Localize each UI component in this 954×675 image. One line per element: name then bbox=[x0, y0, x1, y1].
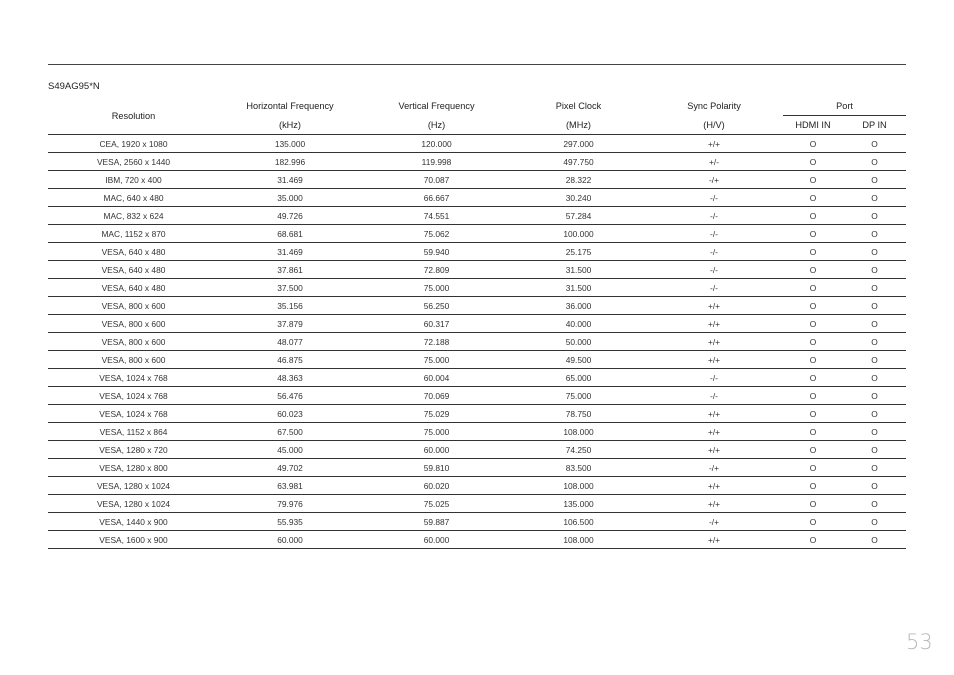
cell-vfreq: 75.000 bbox=[423, 426, 450, 437]
cell-hdmi: O bbox=[809, 462, 817, 473]
header-hdmi: HDMI IN bbox=[795, 120, 831, 130]
header-vfreq: Vertical Frequency bbox=[398, 101, 475, 112]
cell-vfreq: 75.000 bbox=[423, 354, 450, 365]
cell-sync: +/+ bbox=[707, 138, 721, 149]
cell-hdmi: O bbox=[809, 138, 817, 149]
cell-vfreq: 72.188 bbox=[423, 336, 450, 347]
cell-hdmi: O bbox=[809, 228, 817, 239]
cell-resolution: VESA, 640 x 480 bbox=[101, 264, 166, 275]
cell-resolution: VESA, 800 x 600 bbox=[101, 300, 166, 311]
table-row bbox=[48, 243, 906, 261]
cell-pclock: 108.000 bbox=[563, 534, 594, 545]
cell-dp: O bbox=[871, 498, 878, 509]
cell-pclock: 49.500 bbox=[565, 354, 592, 365]
cell-pclock: 497.750 bbox=[563, 156, 594, 167]
table-row bbox=[48, 405, 906, 423]
cell-dp: O bbox=[871, 210, 878, 221]
cell-dp: O bbox=[871, 264, 878, 275]
cell-sync: -/+ bbox=[708, 174, 719, 185]
cell-hfreq: 46.875 bbox=[277, 354, 303, 365]
cell-sync: -/- bbox=[710, 264, 718, 275]
cell-dp: O bbox=[871, 282, 878, 293]
cell-hfreq: 135.000 bbox=[274, 138, 306, 149]
cell-dp: O bbox=[871, 372, 878, 383]
cell-resolution: VESA, 1280 x 800 bbox=[99, 462, 168, 473]
cell-hdmi: O bbox=[809, 192, 817, 203]
cell-hfreq: 67.500 bbox=[277, 426, 303, 437]
cell-vfreq: 60.020 bbox=[423, 480, 450, 491]
cell-hdmi: O bbox=[809, 282, 817, 293]
cell-hfreq: 45.000 bbox=[277, 444, 303, 455]
cell-hdmi: O bbox=[809, 498, 817, 509]
cell-dp: O bbox=[871, 246, 878, 257]
header-resolution: Resolution bbox=[111, 110, 156, 121]
cell-vfreq: 60.317 bbox=[423, 318, 450, 329]
table-row bbox=[48, 477, 906, 495]
header-pclock: Pixel Clock bbox=[555, 101, 602, 112]
header-sync-unit: (H/V) bbox=[703, 119, 725, 130]
cell-hdmi: O bbox=[809, 300, 817, 311]
cell-hfreq: 48.077 bbox=[277, 336, 303, 347]
cell-hdmi: O bbox=[809, 174, 817, 185]
cell-sync: +/+ bbox=[707, 354, 721, 365]
cell-resolution: VESA, 1280 x 1024 bbox=[96, 480, 171, 491]
table-row bbox=[48, 279, 906, 297]
cell-pclock: 36.000 bbox=[565, 300, 592, 311]
model-name: S49AG95*N bbox=[48, 81, 100, 92]
cell-hfreq: 49.726 bbox=[277, 210, 303, 221]
cell-dp: O bbox=[871, 516, 878, 527]
cell-dp: O bbox=[871, 300, 878, 311]
table-row bbox=[48, 513, 906, 531]
cell-dp: O bbox=[871, 228, 878, 239]
header-port: Port bbox=[783, 97, 906, 116]
cell-hdmi: O bbox=[809, 318, 817, 329]
cell-hdmi: O bbox=[809, 246, 817, 257]
cell-hfreq: 55.935 bbox=[277, 516, 303, 527]
cell-pclock: 75.000 bbox=[565, 390, 592, 401]
cell-hfreq: 60.000 bbox=[277, 534, 303, 545]
cell-hfreq: 31.469 bbox=[277, 246, 303, 257]
cell-pclock: 25.175 bbox=[565, 246, 592, 257]
cell-vfreq: 59.810 bbox=[423, 462, 450, 473]
cell-sync: +/+ bbox=[707, 408, 721, 419]
page-number: 53 bbox=[906, 630, 933, 654]
cell-dp: O bbox=[871, 354, 878, 365]
cell-sync: +/+ bbox=[707, 426, 721, 437]
cell-dp: O bbox=[871, 174, 878, 185]
cell-resolution: VESA, 1600 x 900 bbox=[99, 534, 168, 545]
table-row bbox=[48, 495, 906, 513]
cell-hfreq: 182.996 bbox=[274, 156, 306, 167]
cell-resolution: VESA, 800 x 600 bbox=[101, 336, 166, 347]
cell-pclock: 40.000 bbox=[565, 318, 592, 329]
cell-pclock: 108.000 bbox=[563, 480, 594, 491]
cell-resolution: MAC, 832 x 624 bbox=[103, 210, 164, 221]
cell-vfreq: 66.667 bbox=[423, 192, 450, 203]
cell-dp: O bbox=[871, 390, 878, 401]
cell-pclock: 50.000 bbox=[565, 336, 592, 347]
cell-pclock: 28.322 bbox=[565, 174, 592, 185]
cell-sync: +/- bbox=[708, 156, 719, 167]
table-row bbox=[48, 531, 906, 549]
cell-resolution: VESA, 1024 x 768 bbox=[99, 372, 168, 383]
cell-dp: O bbox=[871, 480, 878, 491]
cell-hfreq: 37.861 bbox=[277, 264, 303, 275]
cell-vfreq: 75.000 bbox=[423, 282, 450, 293]
cell-pclock: 31.500 bbox=[565, 282, 592, 293]
cell-pclock: 31.500 bbox=[565, 264, 592, 275]
cell-pclock: 65.000 bbox=[565, 372, 592, 383]
cell-vfreq: 72.809 bbox=[423, 264, 450, 275]
cell-vfreq: 119.998 bbox=[421, 156, 452, 167]
top-divider bbox=[48, 64, 906, 65]
cell-resolution: VESA, 800 x 600 bbox=[101, 354, 166, 365]
cell-dp: O bbox=[871, 336, 878, 347]
cell-resolution: CEA, 1920 x 1080 bbox=[99, 138, 168, 149]
cell-vfreq: 60.000 bbox=[423, 444, 450, 455]
cell-vfreq: 75.062 bbox=[423, 228, 450, 239]
cell-dp: O bbox=[871, 318, 878, 329]
cell-hdmi: O bbox=[809, 480, 817, 491]
cell-vfreq: 59.940 bbox=[423, 246, 450, 257]
cell-pclock: 83.500 bbox=[565, 462, 592, 473]
cell-hdmi: O bbox=[809, 426, 817, 437]
cell-dp: O bbox=[871, 192, 878, 203]
cell-pclock: 297.000 bbox=[563, 138, 594, 149]
cell-sync: +/+ bbox=[707, 498, 721, 509]
cell-sync: -/- bbox=[710, 228, 718, 239]
cell-pclock: 57.284 bbox=[565, 210, 592, 221]
cell-hfreq: 31.469 bbox=[277, 174, 303, 185]
cell-hfreq: 63.981 bbox=[277, 480, 303, 491]
cell-hdmi: O bbox=[809, 336, 817, 347]
cell-vfreq: 74.551 bbox=[423, 210, 450, 221]
table-row bbox=[48, 171, 906, 189]
table-row bbox=[48, 297, 906, 315]
cell-sync: +/+ bbox=[707, 300, 721, 311]
cell-pclock: 74.250 bbox=[565, 444, 592, 455]
cell-vfreq: 120.000 bbox=[421, 138, 452, 149]
cell-hdmi: O bbox=[809, 408, 817, 419]
cell-resolution: VESA, 1024 x 768 bbox=[99, 390, 168, 401]
cell-hfreq: 68.681 bbox=[277, 228, 303, 239]
cell-hdmi: O bbox=[809, 516, 817, 527]
table-row bbox=[48, 207, 906, 225]
cell-vfreq: 56.250 bbox=[423, 300, 450, 311]
table-row bbox=[48, 225, 906, 243]
cell-hdmi: O bbox=[809, 354, 817, 365]
cell-resolution: VESA, 640 x 480 bbox=[101, 282, 166, 293]
cell-hfreq: 56.476 bbox=[277, 390, 303, 401]
cell-resolution: VESA, 1280 x 720 bbox=[99, 444, 168, 455]
cell-hdmi: O bbox=[809, 210, 817, 221]
cell-resolution: IBM, 720 x 400 bbox=[105, 174, 162, 185]
cell-sync: +/+ bbox=[707, 534, 721, 545]
header-row-1 bbox=[48, 97, 906, 116]
header-vfreq-unit: (Hz) bbox=[427, 119, 446, 130]
cell-resolution: VESA, 1280 x 1024 bbox=[96, 498, 171, 509]
timing-table bbox=[48, 97, 906, 549]
cell-resolution: MAC, 1152 x 870 bbox=[101, 228, 166, 239]
table-body bbox=[48, 135, 906, 549]
cell-resolution: VESA, 640 x 480 bbox=[101, 246, 166, 257]
cell-sync: -/- bbox=[710, 192, 718, 203]
cell-dp: O bbox=[871, 138, 878, 149]
cell-resolution: VESA, 1024 x 768 bbox=[99, 408, 168, 419]
cell-sync: +/+ bbox=[707, 480, 721, 491]
cell-hfreq: 37.500 bbox=[277, 282, 303, 293]
table-row bbox=[48, 387, 906, 405]
header-hfreq-unit: (kHz) bbox=[279, 119, 301, 130]
table-row bbox=[48, 315, 906, 333]
cell-vfreq: 70.069 bbox=[423, 390, 450, 401]
header-hfreq: Horizontal Frequency bbox=[246, 101, 334, 112]
cell-hdmi: O bbox=[809, 372, 817, 383]
cell-pclock: 108.000 bbox=[563, 426, 594, 437]
cell-resolution: VESA, 800 x 600 bbox=[101, 318, 166, 329]
cell-dp: O bbox=[871, 534, 878, 545]
cell-sync: -/- bbox=[710, 210, 718, 221]
cell-pclock: 106.500 bbox=[563, 516, 594, 527]
cell-sync: +/+ bbox=[707, 318, 721, 329]
table-row bbox=[48, 333, 906, 351]
header-dp: DP IN bbox=[862, 120, 887, 130]
cell-sync: -/- bbox=[710, 246, 718, 257]
cell-hfreq: 79.976 bbox=[277, 498, 303, 509]
cell-dp: O bbox=[871, 444, 878, 455]
header-sync: Sync Polarity bbox=[687, 101, 741, 112]
table-row bbox=[48, 135, 906, 153]
cell-hfreq: 35.156 bbox=[277, 300, 303, 311]
cell-hfreq: 49.702 bbox=[277, 462, 303, 473]
cell-hdmi: O bbox=[809, 390, 817, 401]
table-row bbox=[48, 369, 906, 387]
table-row bbox=[48, 351, 906, 369]
cell-dp: O bbox=[871, 156, 878, 167]
cell-resolution: MAC, 640 x 480 bbox=[103, 192, 164, 203]
cell-resolution: VESA, 1440 x 900 bbox=[99, 516, 168, 527]
cell-pclock: 100.000 bbox=[563, 228, 594, 239]
cell-resolution: VESA, 2560 x 1440 bbox=[96, 156, 171, 167]
cell-hfreq: 48.363 bbox=[277, 372, 303, 383]
table-row bbox=[48, 153, 906, 171]
cell-hdmi: O bbox=[809, 264, 817, 275]
cell-vfreq: 70.087 bbox=[423, 174, 450, 185]
cell-sync: -/- bbox=[710, 282, 718, 293]
cell-resolution: VESA, 1152 x 864 bbox=[99, 426, 168, 437]
cell-hfreq: 60.023 bbox=[277, 408, 303, 419]
table-row bbox=[48, 459, 906, 477]
cell-pclock: 135.000 bbox=[563, 498, 594, 509]
cell-sync: -/- bbox=[710, 372, 718, 383]
table-row bbox=[48, 423, 906, 441]
table-row bbox=[48, 261, 906, 279]
cell-pclock: 30.240 bbox=[565, 192, 592, 203]
cell-vfreq: 75.025 bbox=[423, 498, 450, 509]
cell-hfreq: 35.000 bbox=[277, 192, 303, 203]
cell-hdmi: O bbox=[809, 534, 817, 545]
cell-vfreq: 59.887 bbox=[423, 516, 450, 527]
cell-vfreq: 60.000 bbox=[423, 534, 450, 545]
cell-vfreq: 75.029 bbox=[423, 408, 450, 419]
table-row bbox=[48, 189, 906, 207]
cell-dp: O bbox=[871, 426, 878, 437]
cell-sync: -/- bbox=[710, 390, 718, 401]
table-row bbox=[48, 441, 906, 459]
cell-pclock: 78.750 bbox=[565, 408, 592, 419]
cell-sync: +/+ bbox=[707, 444, 721, 455]
cell-sync: -/+ bbox=[708, 516, 719, 527]
cell-sync: -/+ bbox=[708, 462, 719, 473]
cell-vfreq: 60.004 bbox=[423, 372, 450, 383]
cell-dp: O bbox=[871, 408, 878, 419]
cell-hdmi: O bbox=[809, 156, 817, 167]
cell-hfreq: 37.879 bbox=[277, 318, 303, 329]
cell-sync: +/+ bbox=[707, 336, 721, 347]
cell-dp: O bbox=[871, 462, 878, 473]
header-pclock-unit: (MHz) bbox=[565, 119, 591, 130]
cell-hdmi: O bbox=[809, 444, 817, 455]
